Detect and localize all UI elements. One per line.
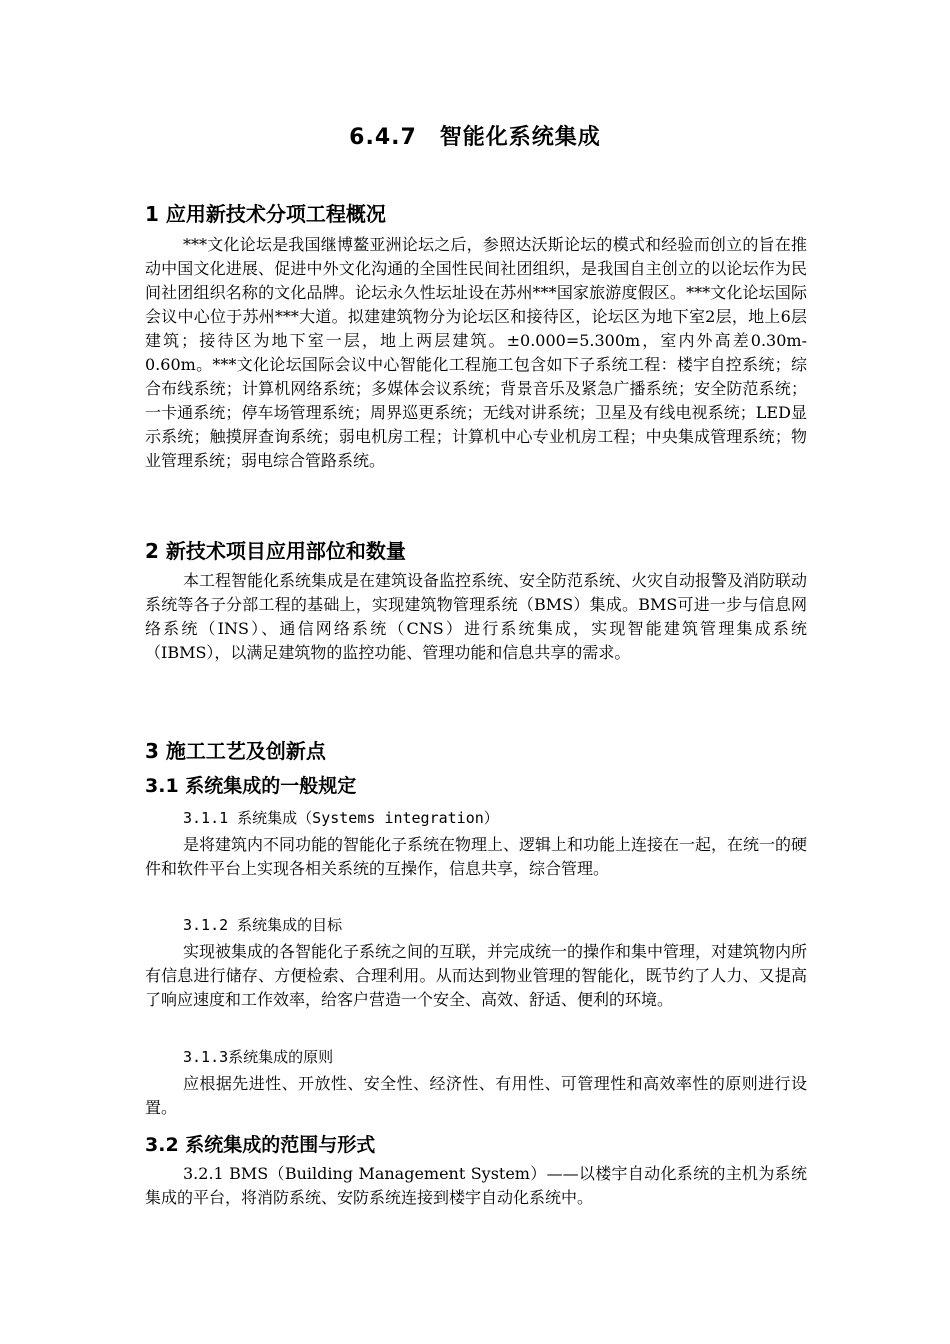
section-3-2-heading: 3.2 系统集成的范围与形式 <box>145 1134 376 1156</box>
section-2-paragraph: 本工程智能化系统集成是在建筑设备监控系统、安全防范系统、火灾自动报警及消防联动系统等各子分部工程的基础上，实现建筑物管理系统（BMS）集成。BMS可进一步与信息网络系统（INS）、通信网络系统（CNS）进行系统集成，实现智能建筑管理集成系统（IBMS），以满足建筑物的监控功能、管理功能和信息共享的需求。 <box>145 571 808 662</box>
section-1-heading: 1 应用新技术分项工程概况 <box>145 202 386 226</box>
section-3-1-heading: 3.1 系统集成的一般规定 <box>145 775 357 797</box>
section-2-heading: 2 新技术项目应用部位和数量 <box>145 539 406 563</box>
item-3-2-1-paragraph: 3.2.1 BMS（Building Management System）——以楼宇自动化系统的主机为系统集成的平台，将消防系统、安防系统连接到楼宇自动化系统中。 <box>145 1164 807 1207</box>
item-3-1-3-paragraph: 应根据先进性、开放性、安全性、经济性、有用性、可管理性和高效率性的原则进行设置。 <box>145 1074 807 1117</box>
section-3-heading: 3 施工工艺及创新点 <box>145 739 326 763</box>
item-3-1-2-paragraph: 实现被集成的各智能化子系统之间的互联，并完成统一的操作和集中管理，对建筑物内所有信息进行储存、方便检索、合理利用。从而达到物业管理的智能化，既节约了人力、又提高了响应速度和工作效率，给客户营造一个安全、高效、舒适、便利的环境。 <box>145 942 808 1009</box>
item-3-1-2-label: 3.1.2 系统集成的目标 <box>183 916 343 934</box>
page-title: 6.4.7 智能化系统集成 <box>349 125 601 150</box>
section-1-paragraph: ***文化论坛是我国继博鳌亚洲论坛之后，参照达沃斯论坛的模式和经验而创立的旨在推动中国文化进展、促进中外文化沟通的全国性民间社团组织，是我国自主创立的以论坛作为民间社团组织名称的文化品牌。论坛永久性坛址设在苏州***国家旅游度假区。***文化论坛国际会议中心位于苏州***大道。拟建建筑物分为论坛区和接待区，论坛区为地下室2层，地上6层建筑；接待区为地下室一层，地上两层建筑。±0.000=5.300m，室内外高差0.30m-0.60m。***文化论坛国际会议中心智能化工程施工包含如下子系统工程：楼宇自控系统；综合布线系统；计算机网络系统；多媒体会议系统；背景音乐及紧急广播系统；安全防范系统；一卡通系统；停车场管理系统；周界巡更系统；无线对讲系统；卫星及有线电视系统；LED显示系统；触摸屏查询系统；弱电机房工程；计算机中心专业机房工程；中央集成管理系统；物业管理系统；弱电综合管路系统。 <box>145 235 807 470</box>
item-3-1-1-label: 3.1.1 系统集成（Systems integration） <box>183 809 499 827</box>
item-3-1-1-paragraph: 是将建筑内不同功能的智能化子系统在物理上、逻辑上和功能上连接在一起，在统一的硬件和软件平台上实现各相关系统的互操作，信息共享，综合管理。 <box>145 835 808 878</box>
item-3-1-3-label: 3.1.3系统集成的原则 <box>183 1048 334 1066</box>
